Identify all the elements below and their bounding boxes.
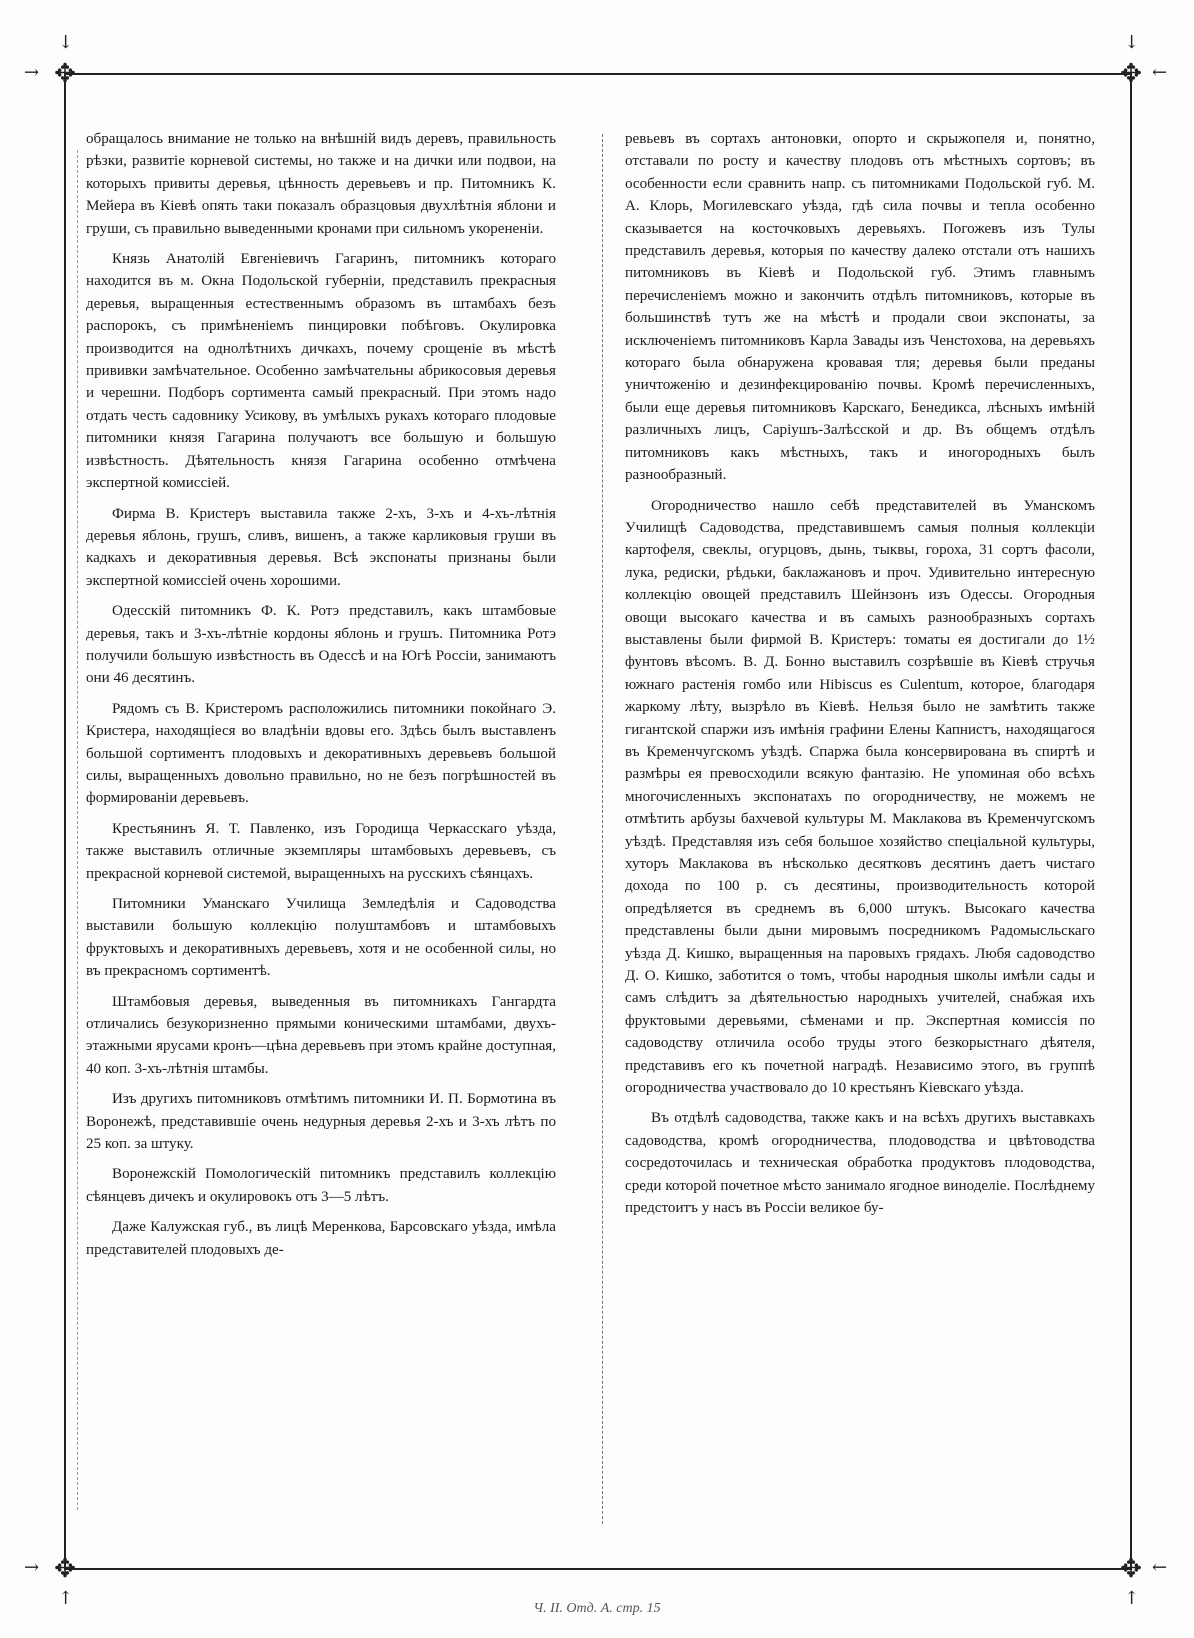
- frame-top-line: [64, 73, 1132, 75]
- left-paragraph-1: обращалось внимание не только на внѣшній видъ деревъ, правильность рѣзки, развитіе корневой системы, но также и на дички или подвои, на которыхъ привиты деревья, цѣнность деревьевъ и пр. Питомникъ К. Мейера въ Кіевѣ опять таки показалъ образцовыя двухлѣтнія яблони и груши, съ правильно выведенными кронами при сильномъ укорененіи.: [86, 131, 556, 237]
- left-paragraph-4: Одесскій питомникъ Ф. К. Ротэ представилъ, какъ штамбовые деревья, такъ и 3-хъ-лѣтніе кордоны яблонь и грушъ. Питомника Ротэ получили большую извѣстность въ Одессѣ и на Югѣ Россіи, занимаютъ они 46 десятинъ.: [86, 603, 556, 687]
- left-paragraph-8: Штамбовыя деревья, выведенныя въ питомникахъ Гангардта отличались безукоризненно прямыми коническими штамбами, двухъ-этажными ярусами кронъ—цѣна деревьевъ при этомъ крайне доступная, 40 коп. 3-хъ-лѣтнія штамбы.: [86, 993, 556, 1077]
- frame-right-line: [1130, 73, 1132, 1570]
- left-paragraph-9: Изъ другихъ питомниковъ отмѣтимъ питомники И. П. Бормотина въ Воронежѣ, представившіе очень недурныя деревья 2-хъ и 3-хъ лѣтъ по 25 коп. за штуку.: [86, 1091, 556, 1153]
- corner-ornament-top-right: ✥: [1120, 59, 1142, 89]
- left-paragraph-2: Князь Анатолій Евгеніевичъ Гагаринъ, питомникъ котораго находится въ м. Окна Подольской губерніи, представилъ прекрасныя деревья, выращенныя естественнымъ образомъ въ штамбахъ безъ распорокъ, съ примѣненіемъ пинцировки побѣговъ. Окулировка производится на однолѣтнихъ дичкахъ, почему срощеніе въ мѣстѣ прививки замѣчательное. Особенно замѣчательны абрикосовыя деревья и черешни. Подборъ сортимента самый прекрасный. При этомъ надо отдать честь садовнику Усикову, въ умѣлыхъ рукахъ котораго плодовые питомники князя Гагарина получаютъ все большую и большую извѣстность. Дѣятельность князя Гагарина особенно отмѣчена экспертной комиссіей.: [86, 251, 556, 492]
- right-paragraph-3: Въ отдѣлѣ садоводства, также какъ и на всѣхъ другихъ выставкахъ садоводства, кромѣ огородничества, плодоводства и цвѣтоводства сосредоточилась и техническая обработка продуктовъ плодоводства, среди которой почетное мѣсто занимало ягодное виноделіе. Послѣднему предстоитъ у насъ въ Россіи великое бу-: [625, 1110, 1095, 1217]
- frame-bottom-line: [64, 1568, 1132, 1570]
- arrow-ornament-bottom-right-side: ←: [1152, 1557, 1168, 1578]
- arrow-ornament-top-right-side: ←: [1152, 62, 1168, 83]
- left-paragraph-6: Крестьянинъ Я. Т. Павленко, изъ Городища Черкасскаго уѣзда, также выставилъ отличные экземпляры штамбовыхъ деревьевъ, съ прекрасной корневой системой, выращенныхъ на русскихъ сѣянцахъ.: [86, 820, 556, 882]
- right-paragraph-1: ревьевъ въ сортахъ антоновки, опорто и скрыжопеля и, понятно, отставали по росту и качеству плодовъ отъ мѣстныхъ сортовъ; въ особенности если сравнить напр. съ питомниками Подольской губ. М. А. Клорь, Могилевскаго уѣзда, гдѣ сила почвы и тепла особенно сказывается на косточковыхъ деревьяхъ. Погожевъ изъ Тулы представилъ деревья, которыя по качеству далеко отстали отъ нашихъ питомниковъ въ Кіевѣ и Подольской губ. Этимъ главнымъ перечисленіемъ можно и закончить отдѣлъ питомниковъ, которые въ большинствѣ тутъ же на мѣстѣ и продали свои экспонаты, за исключеніемъ питомниковъ Карла Завады изъ Ченстохова, на деревьяхъ котораго была обнаружена кровавая тля; деревья были преданы уничтоженію и дезинфекцированію почвы. Кромѣ перечисленныхъ, были еще деревья питомниковъ Карскаго, Бенедикса, лѣсныхъ имѣній различныхъ лицъ, Саріушъ-Залѣсской и др. Въ общемъ отдѣлъ питомниковъ какъ мѣстныхъ, такъ и иногородныхъ былъ разнообразный.: [625, 131, 1095, 484]
- corner-ornament-bottom-right: ✥: [1120, 1554, 1142, 1584]
- left-paragraph-5: Рядомъ съ В. Кристеромъ расположились питомники покойнаго Э. Кристера, находящіеся во владѣніи вдовы его. Здѣсь былъ выставленъ большой сортиментъ плодовыхъ и декоративныхъ деревьевъ большой силы, выращенныхъ довольно правильно, но не безъ погрѣшностей въ формированіи деревьевъ.: [86, 700, 556, 807]
- arrow-ornament-bottom-left-side: →: [24, 1557, 40, 1578]
- right-column: [625, 128, 1095, 1228]
- left-paragraph-11: Даже Калужская губ., въ лицѣ Меренкова, Барсовскаго уѣзда, имѣла представителей плодовыхъ де-: [86, 1219, 556, 1258]
- corner-ornament-top-left: ✥: [54, 59, 76, 89]
- column-divider: [602, 134, 603, 1524]
- arrow-ornament-top-right-up: ↓: [1124, 32, 1140, 53]
- left-margin-rule: [77, 150, 78, 1510]
- left-column: [86, 128, 556, 1269]
- right-paragraph-2: Огородничество нашло себѣ представителей въ Уманскомъ Училищѣ Садоводства, представившемъ самыя полныя коллекціи картофеля, свеклы, огурцовъ, дынь, тыквы, гороха, 31 сортъ фасоли, лука, редиски, рѣдьки, баклажановъ и проч. Удивительно интересную коллекцію овощей представилъ Шейнзонъ изъ Одессы. Огородныя овощи высокаго качества и въ самыхъ разнообразныхъ сортахъ выставлены были фирмой В. Кристеръ: томаты ея достигали до 1½ фунтовъ вѣсомъ. В. Д. Бонно выставилъ созрѣвшіе въ Кіевѣ стручья южнаго растенія гомбо или Hibiscus es Culentum, которое, благодаря жаркому лѣту, вызрѣло въ Кіевѣ. Нельзя было не замѣтить также гигантской спаржи изъ имѣнія графини Елены Капнистъ, находящагося въ Кременчугскомъ уѣздѣ. Спаржа была консервирована въ спиртѣ и размѣры ея превосходили всякую фантазію. Не упоминая обо всѣхъ многочисленныхъ экспонатахъ по огородничеству, не можемъ не отмѣтить арбузы бахчевой культуры М. Маклакова въ Кременчугскомъ уѣздѣ. Представляя изъ себя большое хозяйство спеціальной культуры, хуторъ Маклакова въ нѣсколько десятковъ десятинъ даетъ чистаго дохода по 100 р. съ десятины, производительность которой опредѣляется въ среднемъ въ 6,000 штукъ. Высокаго качества представлены были дыни мировымъ посредникомъ Радомысльскаго уѣзда Д. Кишко, выращенныя на паровыхъ грядахъ. Любя садоводство Д. О. Кишко, заботится о томъ, чтобы народныя школы имѣли сады и самъ слѣдитъ за дѣятельностью народныхъ учителей, снабжая ихъ фруктовыми деревьями, сѣменами и пр. Экспертная комиссія по садоводству отличила особо труды этого безкорыстнаго дѣятеля, представивъ его къ почетной наградѣ. Независимо этого, въ группѣ огородничества участвовало до 10 крестьянъ Кіевскаго уѣзда.: [625, 497, 1095, 1097]
- left-paragraph-3: Фирма В. Кристеръ выставила также 2-хъ, 3-хъ и 4-хъ-лѣтнія деревья яблонь, грушъ, сливъ, вишенъ, а также карликовыя груши въ кадкахъ и декоративныя деревья. Всѣ экспонаты признаны были экспертной комиссіей очень хорошими.: [86, 505, 556, 589]
- page-footer: Ч. II. Отд. А. стр. 15: [533, 1601, 661, 1616]
- arrow-ornament-bottom-right-down: ↑: [1124, 1588, 1140, 1609]
- corner-ornament-bottom-left: ✥: [54, 1554, 76, 1584]
- arrow-ornament-bottom-left-down: ↑: [58, 1588, 74, 1609]
- left-paragraph-7: Питомники Уманскаго Училища Земледѣлія и Садоводства выставили большую коллекцію полуштамбовъ и штамбовыхъ фруктовыхъ и декоративныхъ деревьевъ, хотя и не особенной силы, но въ прекрасномъ сортиментѣ.: [86, 896, 556, 980]
- arrow-ornament-top-left-side: →: [24, 62, 40, 83]
- arrow-ornament-top-left-up: ↓: [58, 32, 74, 53]
- frame-left-line: [64, 73, 66, 1570]
- left-paragraph-10: Воронежскій Помологическій питомникъ представилъ коллекцію сѣянцевъ дичекъ и окулировокъ отъ 3—5 лѣтъ.: [86, 1166, 556, 1205]
